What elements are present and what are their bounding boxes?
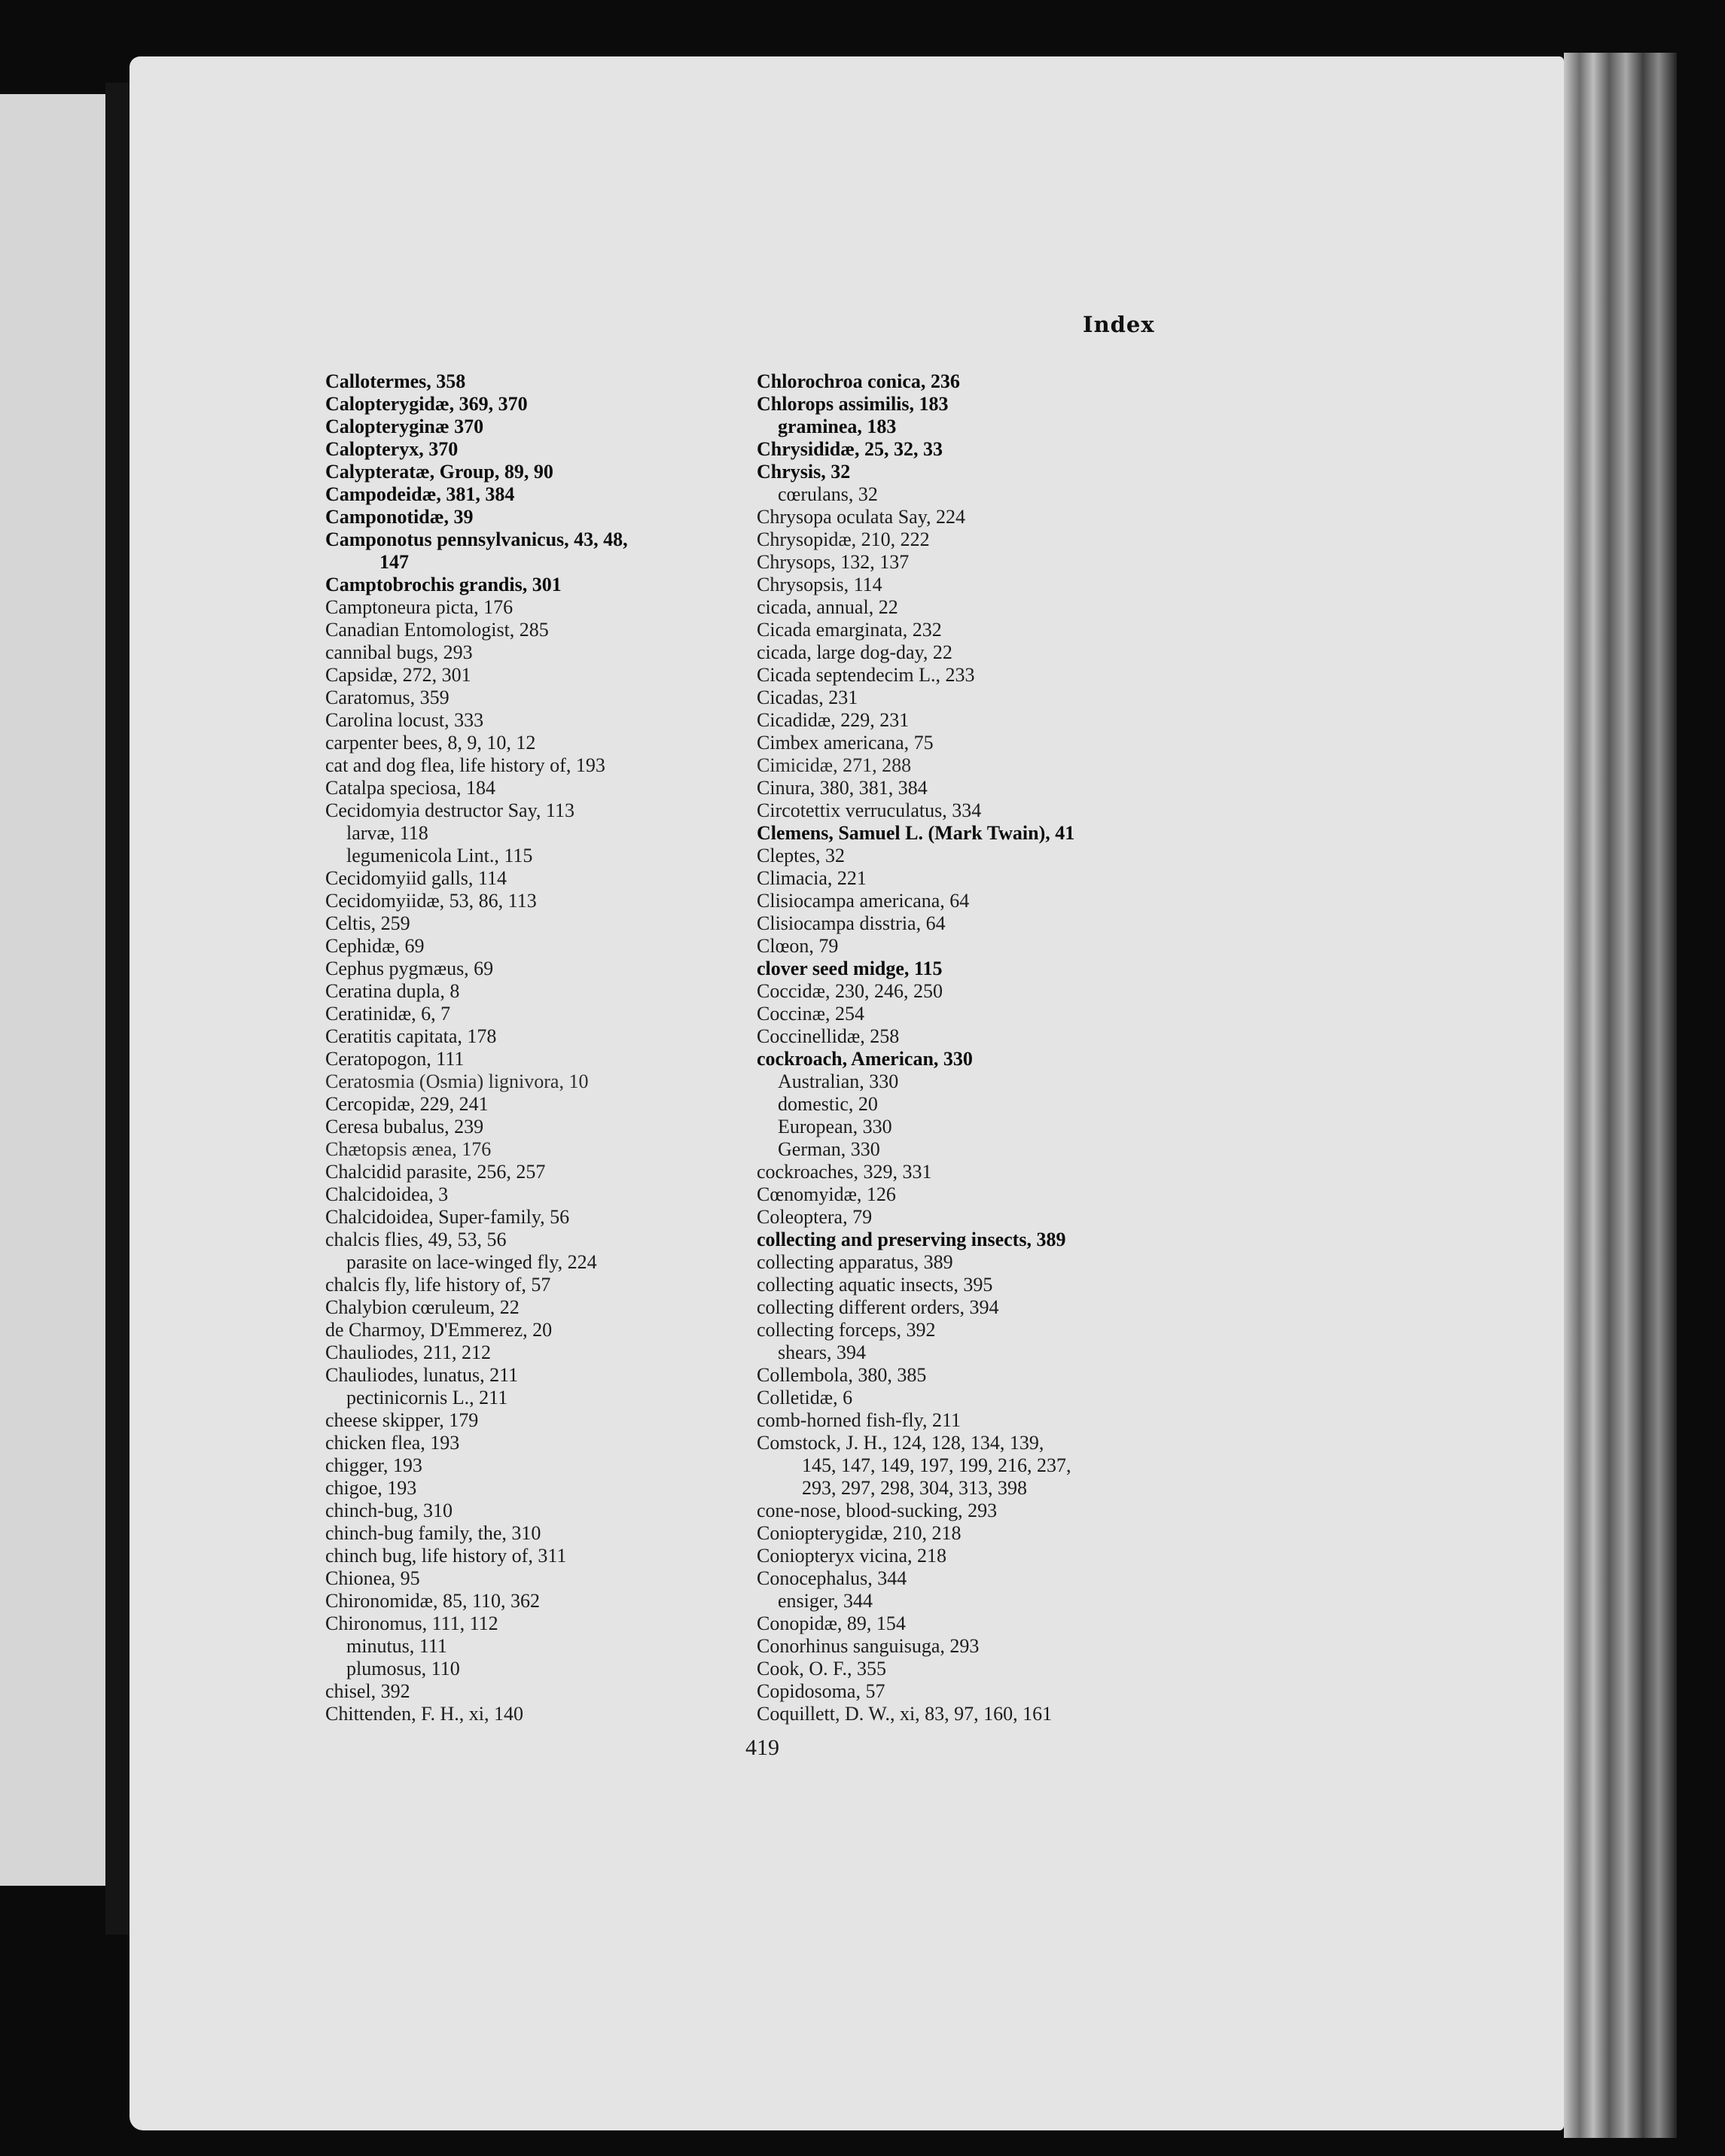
index-entry: Copidosoma, 57 (757, 1680, 885, 1702)
index-entry: Chionea, 95 (325, 1567, 420, 1589)
index-entry: Chrysopidæ, 210, 222 (757, 528, 930, 550)
index-entry: chalcis flies, 49, 53, 56 (325, 1229, 507, 1250)
index-entry: Conopidæ, 89, 154 (757, 1612, 906, 1634)
index-entry: Conorhinus sanguisuga, 293 (757, 1635, 980, 1657)
index-entry: Cicadidæ, 229, 231 (757, 709, 910, 731)
index-entry: ensiger, 344 (778, 1590, 873, 1612)
index-entry: Cecidomyiidæ, 53, 86, 113 (325, 890, 537, 912)
index-entry: carpenter bees, 8, 9, 10, 12 (325, 732, 536, 754)
index-entry: Ceratitis capitata, 178 (325, 1025, 497, 1047)
index-entry: Australian, 330 (778, 1070, 899, 1092)
index-entry: Ceratopogon, 111 (325, 1048, 465, 1070)
index-entry: Chætopsis ænea, 176 (325, 1138, 492, 1160)
index-entry: Comstock, J. H., 124, 128, 134, 139, (757, 1432, 1044, 1454)
index-entry: chinch bug, life history of, 311 (325, 1545, 567, 1567)
index-entry: shears, 394 (778, 1341, 866, 1363)
index-entry: Coniopteryx vicina, 218 (757, 1545, 947, 1567)
index-entry: collecting and preserving insects, 389 (757, 1229, 1066, 1250)
index-entry: legumenicola Lint., 115 (346, 845, 533, 866)
index-entry: Cimicidæ, 271, 288 (757, 754, 912, 776)
index-entry: Cook, O. F., 355 (757, 1658, 886, 1679)
index-entry: Chittenden, F. H., xi, 140 (325, 1703, 523, 1725)
index-entry: Clisiocampa disstria, 64 (757, 912, 946, 934)
index-entry: cockroaches, 329, 331 (757, 1161, 932, 1183)
index-entry: chigoe, 193 (325, 1477, 417, 1499)
index-entry: parasite on lace-winged fly, 224 (346, 1251, 597, 1273)
index-entry: Celtis, 259 (325, 912, 410, 934)
index-entry: Cimbex americana, 75 (757, 732, 934, 754)
page-number: 419 (745, 1735, 779, 1760)
index-entry: Ceresa bubalus, 239 (325, 1116, 484, 1137)
index-entry: Cœnomyidæ, 126 (757, 1183, 896, 1205)
index-entry: chalcis fly, life history of, 57 (325, 1274, 551, 1296)
index-entry: Clisiocampa americana, 64 (757, 890, 970, 912)
index-entry: Chalcidoidea, 3 (325, 1183, 449, 1205)
index-entry: Chalcidoidea, Super-family, 56 (325, 1206, 570, 1228)
index-entry: Chalcidid parasite, 256, 257 (325, 1161, 546, 1183)
index-entry: graminea, 183 (778, 416, 897, 437)
index-entry: Calopteryx, 370 (325, 438, 459, 460)
index-entry: Chironomus, 111, 112 (325, 1612, 498, 1634)
index-entry: collecting apparatus, 389 (757, 1251, 953, 1273)
index-entry: Clemens, Samuel L. (Mark Twain), 41 (757, 822, 1075, 844)
index-entry: Calopteryginæ 370 (325, 416, 484, 437)
index-entry: Calypteratæ, Group, 89, 90 (325, 461, 553, 483)
index-entry: 145, 147, 149, 197, 199, 216, 237, (802, 1454, 1071, 1476)
index-entry: Conocephalus, 344 (757, 1567, 907, 1589)
index-entry: chicken flea, 193 (325, 1432, 460, 1454)
index-entry: Chrysis, 32 (757, 461, 851, 483)
index-entry: cicada, annual, 22 (757, 596, 898, 618)
index-entry: Cleptes, 32 (757, 845, 845, 866)
index-entry: Carolina locust, 333 (325, 709, 484, 731)
index-entry: cœrulans, 32 (778, 483, 878, 505)
index-entry: collecting aquatic insects, 395 (757, 1274, 993, 1296)
index-entry: Coniopterygidæ, 210, 218 (757, 1522, 962, 1544)
index-entry: Cecidomyiid galls, 114 (325, 867, 507, 889)
index-entry: cone-nose, blood-sucking, 293 (757, 1500, 998, 1521)
index-column-right (757, 370, 1216, 1725)
index-entry: Cephus pygmæus, 69 (325, 958, 494, 979)
index-entry: Chironomidæ, 85, 110, 362 (325, 1590, 541, 1612)
index-entry: Camptobrochis grandis, 301 (325, 574, 562, 595)
index-entry: Coccinæ, 254 (757, 1003, 864, 1025)
index-entry: Chrysops, 132, 137 (757, 551, 910, 573)
index-entry: cicada, large dog-day, 22 (757, 641, 952, 663)
index-entry: Cicadas, 231 (757, 687, 858, 708)
index-entry: Collembola, 380, 385 (757, 1364, 927, 1386)
index-entry: Coccidæ, 230, 246, 250 (757, 980, 943, 1002)
index-entry: Coleoptera, 79 (757, 1206, 873, 1228)
index-entry: 147 (379, 551, 409, 573)
index-entry: chigger, 193 (325, 1454, 422, 1476)
index-entry: cheese skipper, 179 (325, 1409, 479, 1431)
index-entry: Campodeidæ, 381, 384 (325, 483, 515, 505)
index-entry: Colletidæ, 6 (757, 1387, 853, 1408)
index-entry: minutus, 111 (346, 1635, 447, 1657)
index-entry: Camponotidæ, 39 (325, 506, 474, 528)
index-entry: Ceratinidæ, 6, 7 (325, 1003, 451, 1025)
index-entry: comb-horned fish-fly, 211 (757, 1409, 962, 1431)
index-entry: Chrysopsis, 114 (757, 574, 882, 595)
index-entry: Camptoneura picta, 176 (325, 596, 514, 618)
index-entry: Clœon, 79 (757, 935, 839, 957)
index-entry: Chalybion cœruleum, 22 (325, 1296, 520, 1318)
index-entry: de Charmoy, D'Emmerez, 20 (325, 1319, 553, 1341)
index-entry: Chlorops assimilis, 183 (757, 393, 949, 415)
index-entry: domestic, 20 (778, 1093, 878, 1115)
index-entry: clover seed midge, 115 (757, 958, 943, 979)
index-entry: Cephidæ, 69 (325, 935, 425, 957)
index-entry: Climacia, 221 (757, 867, 867, 889)
index-entry: Chauliodes, lunatus, 211 (325, 1364, 519, 1386)
index-entry: Cinura, 380, 381, 384 (757, 777, 928, 799)
index-entry: Chrysopa oculata Say, 224 (757, 506, 966, 528)
index-entry: Catalpa speciosa, 184 (325, 777, 495, 799)
index-entry: chinch-bug family, the, 310 (325, 1522, 541, 1544)
index-entry: European, 330 (778, 1116, 892, 1137)
page-stack-edge (1564, 53, 1677, 2138)
index-entry: collecting forceps, 392 (757, 1319, 936, 1341)
index-entry: German, 330 (778, 1138, 880, 1160)
index-entry: 293, 297, 298, 304, 313, 398 (802, 1477, 1027, 1499)
index-entry: Cecidomyia destructor Say, 113 (325, 799, 574, 821)
index-entry: Calopterygidæ, 369, 370 (325, 393, 528, 415)
index-entry: pectinicornis L., 211 (346, 1387, 508, 1408)
index-entry: Coquillett, D. W., xi, 83, 97, 160, 161 (757, 1703, 1053, 1725)
index-entry: Chlorochroa conica, 236 (757, 370, 960, 392)
index-entry: Cercopidæ, 229, 241 (325, 1093, 489, 1115)
index-entry: chinch-bug, 310 (325, 1500, 453, 1521)
index-entry: Caratomus, 359 (325, 687, 450, 708)
index-entry: collecting different orders, 394 (757, 1296, 999, 1318)
index-entry: Chrysididæ, 25, 32, 33 (757, 438, 943, 460)
index-entry: Coccinellidæ, 258 (757, 1025, 900, 1047)
running-head: Index (1083, 312, 1155, 337)
index-entry: cat and dog flea, life history of, 193 (325, 754, 605, 776)
index-entry: Ceratina dupla, 8 (325, 980, 460, 1002)
book-gutter (105, 83, 130, 1935)
index-entry: cannibal bugs, 293 (325, 641, 473, 663)
index-entry: Capsidæ, 272, 301 (325, 664, 471, 686)
index-entry: Canadian Entomologist, 285 (325, 619, 549, 641)
index-entry: Callotermes, 358 (325, 370, 466, 392)
facing-page-edge (0, 94, 105, 1886)
index-entry: Camponotus pennsylvanicus, 43, 48, (325, 528, 628, 550)
index-entry: Ceratosmia (Osmia) lignivora, 10 (325, 1070, 589, 1092)
index-entry: Cicada septendecim L., 233 (757, 664, 975, 686)
index-entry: larvæ, 118 (346, 822, 428, 844)
index-entry: cockroach, American, 330 (757, 1048, 973, 1070)
index-entry: plumosus, 110 (346, 1658, 460, 1679)
index-column-left (325, 370, 732, 1725)
index-entry: Cicada emarginata, 232 (757, 619, 942, 641)
index-entry: Chauliodes, 211, 212 (325, 1341, 492, 1363)
index-entry: chisel, 392 (325, 1680, 410, 1702)
index-entry: Circotettix verruculatus, 334 (757, 799, 982, 821)
